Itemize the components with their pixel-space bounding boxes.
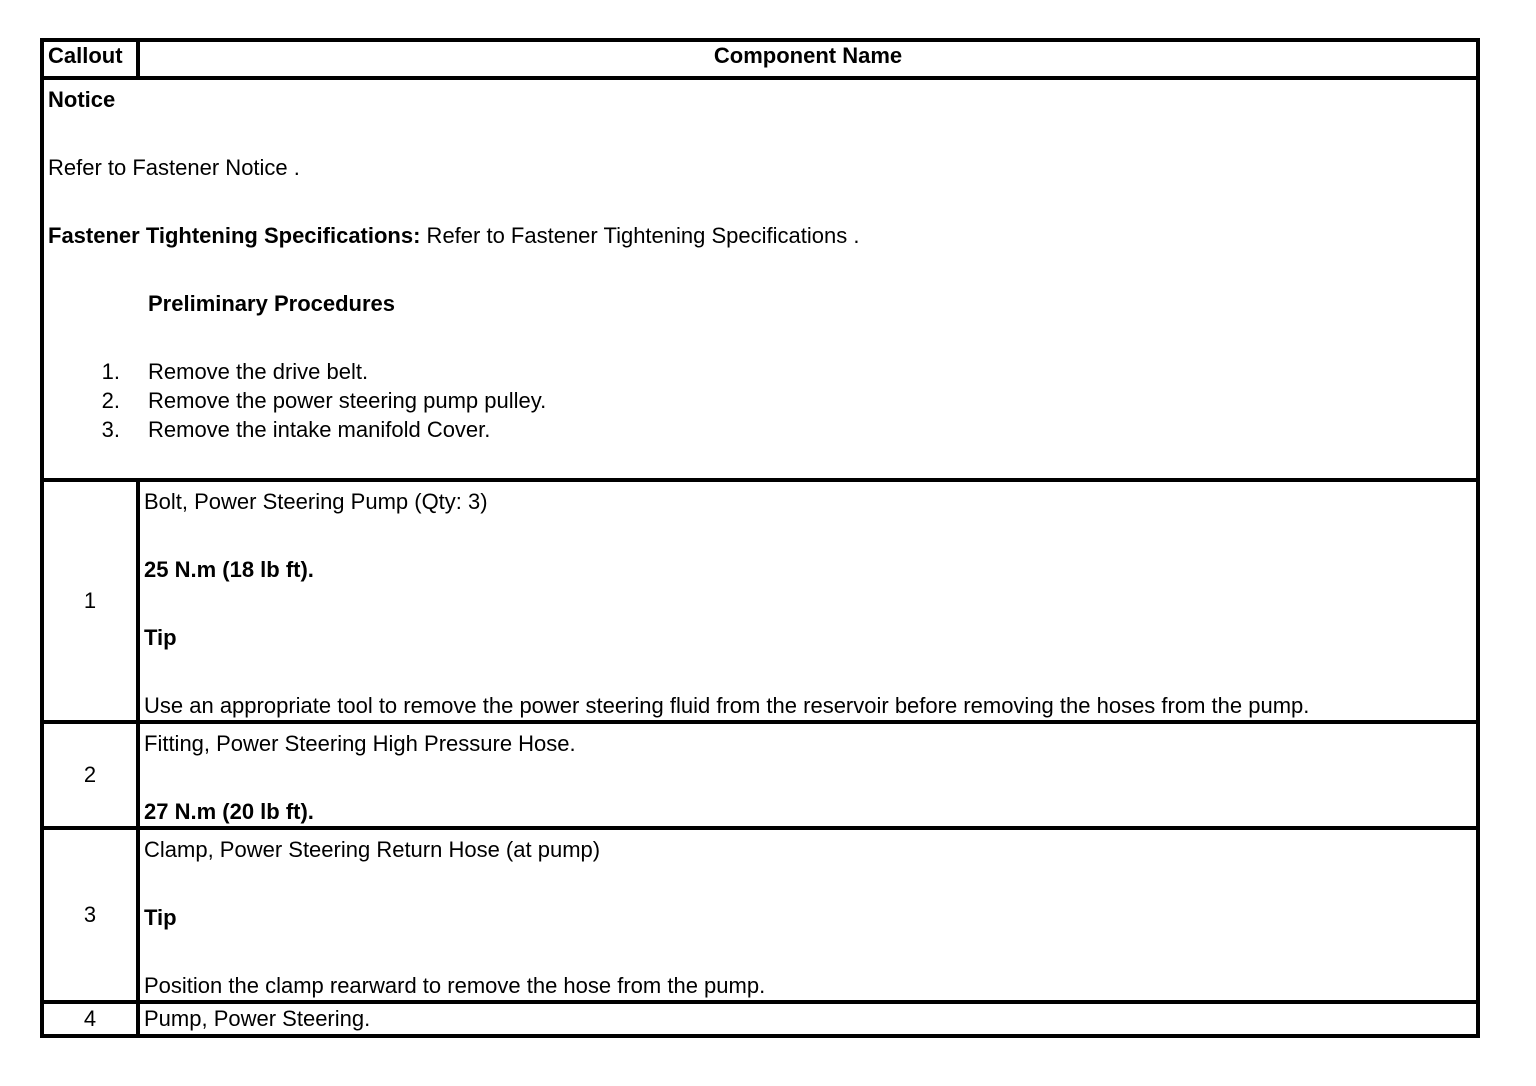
- torque-spec: 25 N.m (18 lb ft).: [144, 557, 314, 582]
- torque-spec: 27 N.m (20 lb ft).: [144, 799, 314, 824]
- table-row: [42, 1002, 1478, 1036]
- fastener-spec-label: Fastener Tightening Specifications:: [48, 223, 421, 248]
- tip-text: Position the clamp rearward to remove the hose from the pump.: [144, 973, 766, 998]
- tip-label: Tip: [144, 625, 177, 650]
- fastener-spec-text: Refer to Fastener Tightening Specifications .: [420, 223, 860, 248]
- notice-title: Notice: [48, 87, 116, 112]
- step-number: 2.: [101, 388, 120, 413]
- table-row: [42, 722, 1478, 828]
- table-row: [42, 828, 1478, 1002]
- header-component-name: Component Name: [138, 40, 1478, 78]
- component-cell: [138, 1002, 1478, 1036]
- component-name: Bolt, Power Steering Pump (Qty: 3): [144, 489, 488, 514]
- step-number: 1.: [101, 359, 120, 384]
- list-item: [48, 416, 1472, 445]
- prelim-steps: [48, 358, 1472, 445]
- callout-number: 2: [42, 722, 138, 828]
- component-cell: [138, 480, 1478, 722]
- step-text: Remove the power steering pump pulley.: [148, 388, 547, 413]
- component-table: [40, 38, 1480, 1038]
- callout-number: 3: [42, 828, 138, 1002]
- step-text: Remove the drive belt.: [148, 359, 369, 384]
- table-header-row: [42, 40, 1478, 78]
- notice-row: [42, 78, 1478, 480]
- callout-number: 1: [42, 480, 138, 722]
- callout-number: 4: [42, 1002, 138, 1036]
- tip-label: Tip: [144, 905, 177, 930]
- step-number: 3.: [101, 417, 120, 442]
- component-name: Clamp, Power Steering Return Hose (at pump): [144, 837, 601, 862]
- prelim-title: Preliminary Procedures: [148, 291, 396, 316]
- component-name: Pump, Power Steering.: [144, 1006, 371, 1031]
- component-cell: [138, 722, 1478, 828]
- notice-text: Refer to Fastener Notice .: [48, 155, 300, 180]
- fastener-spec-line: [48, 222, 1472, 250]
- step-text: Remove the intake manifold Cover.: [148, 417, 491, 442]
- component-cell: [138, 828, 1478, 1002]
- list-item: [48, 387, 1472, 416]
- header-callout: Callout: [42, 40, 138, 78]
- table-row: [42, 480, 1478, 722]
- list-item: [48, 358, 1472, 387]
- tip-text: Use an appropriate tool to remove the power steering fluid from the reservoir before removing the hoses from the pump.: [144, 693, 1310, 718]
- notice-cell: [42, 78, 1478, 480]
- component-name: Fitting, Power Steering High Pressure Hose.: [144, 731, 576, 756]
